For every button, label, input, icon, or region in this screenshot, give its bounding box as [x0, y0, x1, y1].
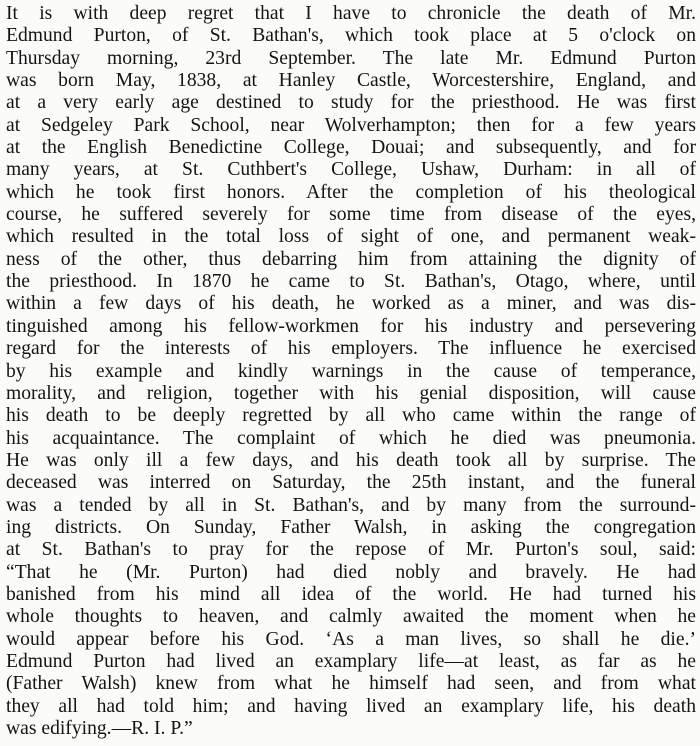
article-line: course, he suffered severely for some time from disease of the eyes, [6, 204, 696, 226]
article-line: ness of the other, thus debarring him from attaining the dignity of [6, 248, 696, 270]
article-line: which he took first honors. After the completion of his theological [6, 181, 696, 203]
article-line: (Father Walsh) knew from what he himself had seen, and from what [6, 673, 696, 695]
article-line: his death to be deeply regretted by all who came within the range of [6, 405, 696, 427]
article-line: was a tended by all in St. Bathan's, and by many from the surround- [6, 494, 696, 516]
article-line: the priesthood. In 1870 he came to St. Bathan's, Otago, where, until [6, 271, 696, 293]
article-line: was born May, 1838, at Hanley Castle, Worcestershire, England, and [6, 70, 696, 92]
article-line: It is with deep regret that I have to chronicle the death of Mr. [6, 3, 696, 24]
article-line: by his example and kindly warnings in the cause of temperance, [6, 360, 696, 382]
article-line: banished from his mind all idea of the world. He had turned his [6, 583, 696, 605]
article-line: morality, and religion, together with his genial disposition, will cause [6, 382, 696, 404]
article-line: regard for the interests of his employers. The influence he exercised [6, 338, 696, 360]
article-line: at the English Benedictine College, Douai; and subsequently, and for [6, 137, 696, 159]
article-line: whole thoughts to heaven, and calmly awaited the moment when he [6, 606, 696, 628]
article-line: at St. Bathan's to pray for the repose of Mr. Purton's soul, said: [6, 539, 696, 561]
article-line: Edmund Purton had lived an examplary life—at least, as far as he [6, 650, 696, 672]
article-line: at a very early age destined to study for the priesthood. He was first [6, 92, 696, 114]
article-line: within a few days of his death, he worked as a miner, and was dis- [6, 293, 696, 315]
article-line: his acquaintance. The complaint of which he died was pneumonia. [6, 427, 696, 449]
article-line: would appear before his God. ‘As a man lives, so shall he die.’ [6, 628, 696, 650]
article-line: tinguished among his fellow-workmen for his industry and persevering [6, 315, 696, 337]
article-line: at Sedgeley Park School, near Wolverhampton; then for a few years [6, 114, 696, 136]
article-line: ing districts. On Sunday, Father Walsh, in asking the congregation [6, 516, 696, 538]
article-line: many years, at St. Cuthbert's College, Ushaw, Durham: in all of [6, 159, 696, 181]
obituary-article [6, 3, 696, 740]
article-line: was edifying.—R. I. P.” [6, 718, 193, 739]
article-line: He was only ill a few days, and his death took all by surprise. The [6, 449, 696, 471]
article-line: which resulted in the total loss of sight of one, and permanent weak- [6, 226, 696, 248]
article-line: they all had told him; and having lived an examplary life, his death [6, 695, 696, 717]
article-line: “That he (Mr. Purton) had died nobly and bravely. He had [6, 561, 696, 583]
article-line: deceased was interred on Saturday, the 25th instant, and the funeral [6, 472, 696, 494]
article-line: Edmund Purton, of St. Bathan's, which took place at 5 o'clock on [6, 25, 696, 47]
article-line: Thursday morning, 23rd September. The late Mr. Edmund Purton [6, 47, 696, 69]
